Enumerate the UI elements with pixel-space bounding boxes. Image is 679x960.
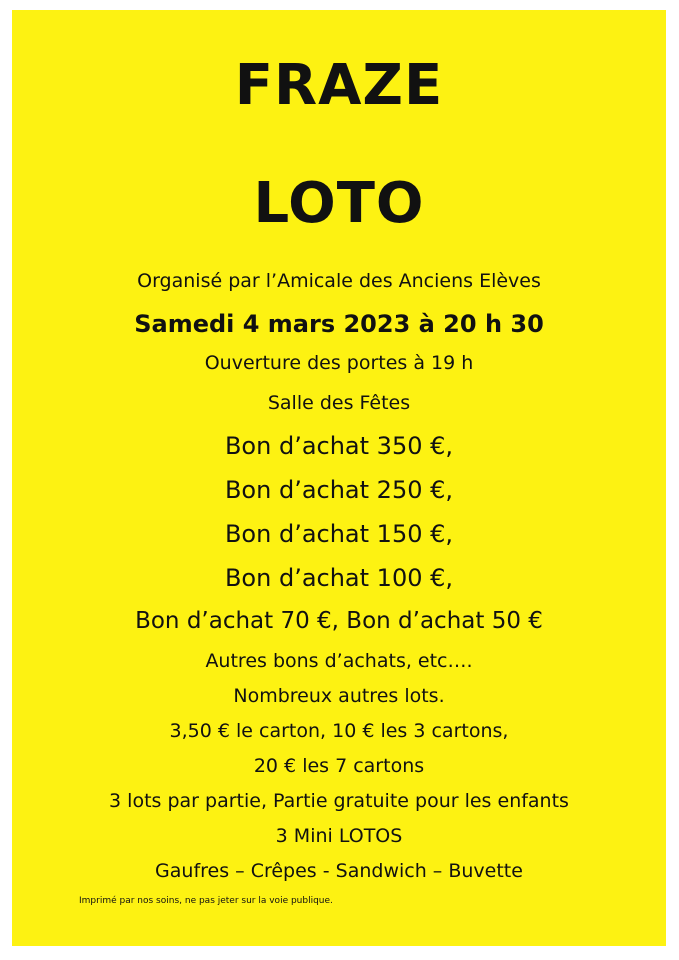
organizer-text: Organisé par l’Amicale des Anciens Elèves [137, 270, 541, 292]
other-vouchers: Autres bons d’achats, etc…. [205, 650, 473, 672]
food-offer: Gaufres – Crêpes - Sandwich – Buvette [155, 860, 523, 882]
poster-sheet [12, 10, 666, 946]
event-title: LOTO [253, 171, 425, 236]
venue-text: Salle des Fêtes [267, 392, 411, 414]
prize-line: Bon d’achat 100 €, [224, 564, 454, 592]
price-line-1: 3,50 € le carton, 10 € les 3 cartons, [169, 720, 509, 742]
prize-line: Bon d’achat 70 €, Bon d’achat 50 € [135, 608, 543, 634]
doors-opening: Ouverture des portes à 19 h [204, 352, 474, 374]
footer-note: Imprimé par nos soins, ne pas jeter sur la voie publique. [79, 896, 333, 906]
town-title: FRAZE [234, 53, 444, 118]
price-line-2: 20 € les 7 cartons [253, 755, 425, 777]
lots-info: 3 lots par partie, Partie gratuite pour les enfants [109, 790, 569, 812]
prize-line: Bon d’achat 150 €, [224, 520, 454, 548]
other-prizes: Nombreux autres lots. [233, 685, 445, 707]
mini-lotos: 3 Mini LOTOS [275, 825, 403, 847]
prize-line: Bon d’achat 250 €, [224, 476, 454, 504]
event-date: Samedi 4 mars 2023 à 20 h 30 [134, 310, 544, 338]
prize-line: Bon d’achat 350 €, [224, 432, 454, 460]
